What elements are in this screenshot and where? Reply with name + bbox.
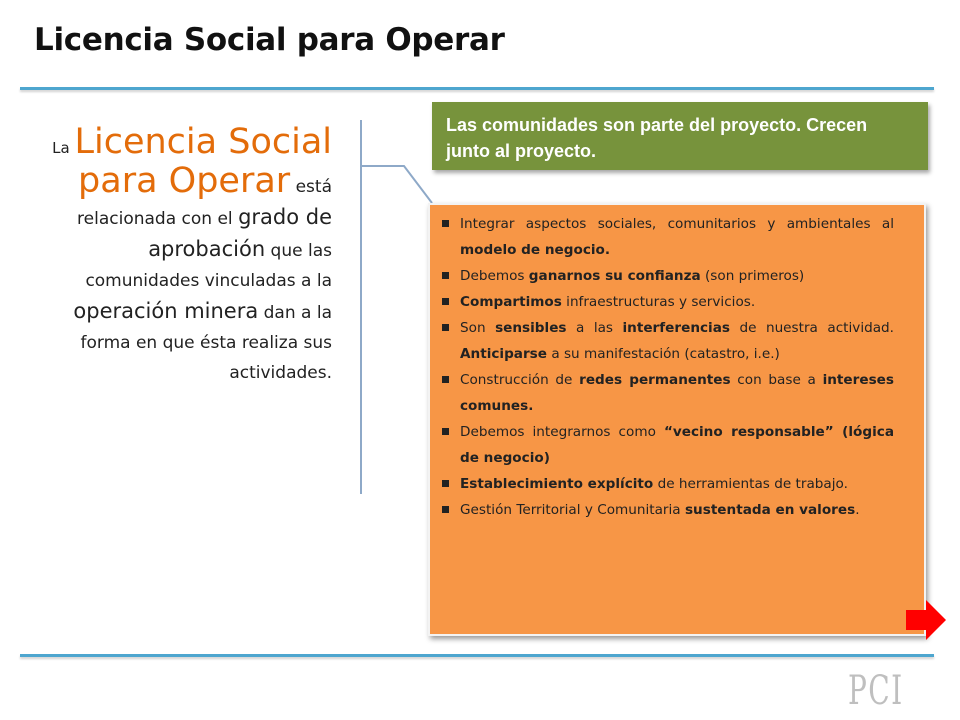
definition-highlight-1: Licencia Social para Operar	[74, 122, 332, 201]
key-message-box	[432, 102, 928, 170]
action-item-emphasis: redes permanentes	[579, 372, 731, 388]
definition-text-2: está relacionada con el	[77, 177, 332, 229]
definition-text-1: La	[52, 139, 75, 157]
action-item-text: Gestión Territorial y Comunitaria	[460, 502, 685, 518]
actions-list	[442, 211, 894, 523]
action-item-text: Son	[460, 320, 496, 336]
action-item-emphasis: intereses comunes.	[460, 372, 894, 414]
square-bullet-icon	[442, 480, 449, 487]
definition-highlight-3: operación minera	[73, 299, 259, 323]
action-item-text: Construcción de	[460, 372, 580, 388]
action-item-text: de nuestra actividad.	[729, 320, 895, 336]
action-item	[442, 471, 894, 497]
slide-title: Licencia Social para Operar	[34, 22, 505, 58]
action-item-text: Debemos integrarnos como	[460, 424, 664, 440]
action-item-emphasis: sensibles	[495, 320, 567, 336]
action-item-emphasis: Establecimiento explícito	[460, 476, 654, 492]
action-item	[442, 263, 894, 289]
action-item-text: de herramientas de trabajo.	[653, 476, 848, 492]
action-item-text: infraestructuras y servicios.	[561, 294, 756, 310]
action-item-emphasis: Compartimos	[460, 294, 562, 310]
actions-box	[428, 203, 926, 636]
action-item	[442, 211, 894, 263]
action-item	[442, 315, 894, 367]
definition-highlight-2: grado de aprobación	[148, 205, 332, 261]
company-logo: PCI	[848, 668, 904, 714]
square-bullet-icon	[442, 506, 449, 513]
action-item-text: a su manifestación (catastro, i.e.)	[547, 346, 780, 362]
action-item-text: con base a	[730, 372, 823, 388]
definition-text-3: que las comunidades vinculadas a la	[85, 241, 332, 291]
top-divider	[20, 87, 934, 90]
bottom-divider	[20, 654, 934, 657]
action-item	[442, 367, 894, 419]
square-bullet-icon	[442, 220, 449, 227]
action-item-emphasis: sustentada en valores	[684, 502, 856, 518]
action-item-emphasis: ganarnos su confianza	[528, 268, 701, 284]
definition-paragraph	[40, 124, 332, 388]
action-item-text: Integrar aspectos sociales, comunitarios y ambientales al	[460, 216, 894, 232]
square-bullet-icon	[442, 428, 449, 435]
action-item	[442, 289, 894, 315]
action-item-emphasis: Anticiparse	[460, 346, 547, 362]
square-bullet-icon	[442, 298, 449, 305]
action-item-text: Debemos	[460, 268, 529, 284]
square-bullet-icon	[442, 324, 449, 331]
action-item-emphasis: modelo de negocio.	[460, 242, 611, 258]
key-message-text: Las comunidades son parte del proyecto. Crecen junto al proyecto.	[446, 115, 868, 161]
action-item	[442, 419, 894, 471]
action-item	[442, 497, 894, 523]
action-item-text: (son primeros)	[700, 268, 805, 284]
right-arrow-icon[interactable]	[906, 600, 946, 640]
action-item-text: a las	[566, 320, 623, 336]
definition-text-4: dan a la forma en que ésta realiza sus actividades.	[80, 303, 332, 383]
square-bullet-icon	[442, 272, 449, 279]
action-item-text: .	[855, 502, 860, 518]
action-item-emphasis: “vecino responsable” (lógica de negocio)	[460, 424, 894, 466]
action-item-emphasis: interferencias	[622, 320, 730, 336]
square-bullet-icon	[442, 376, 449, 383]
